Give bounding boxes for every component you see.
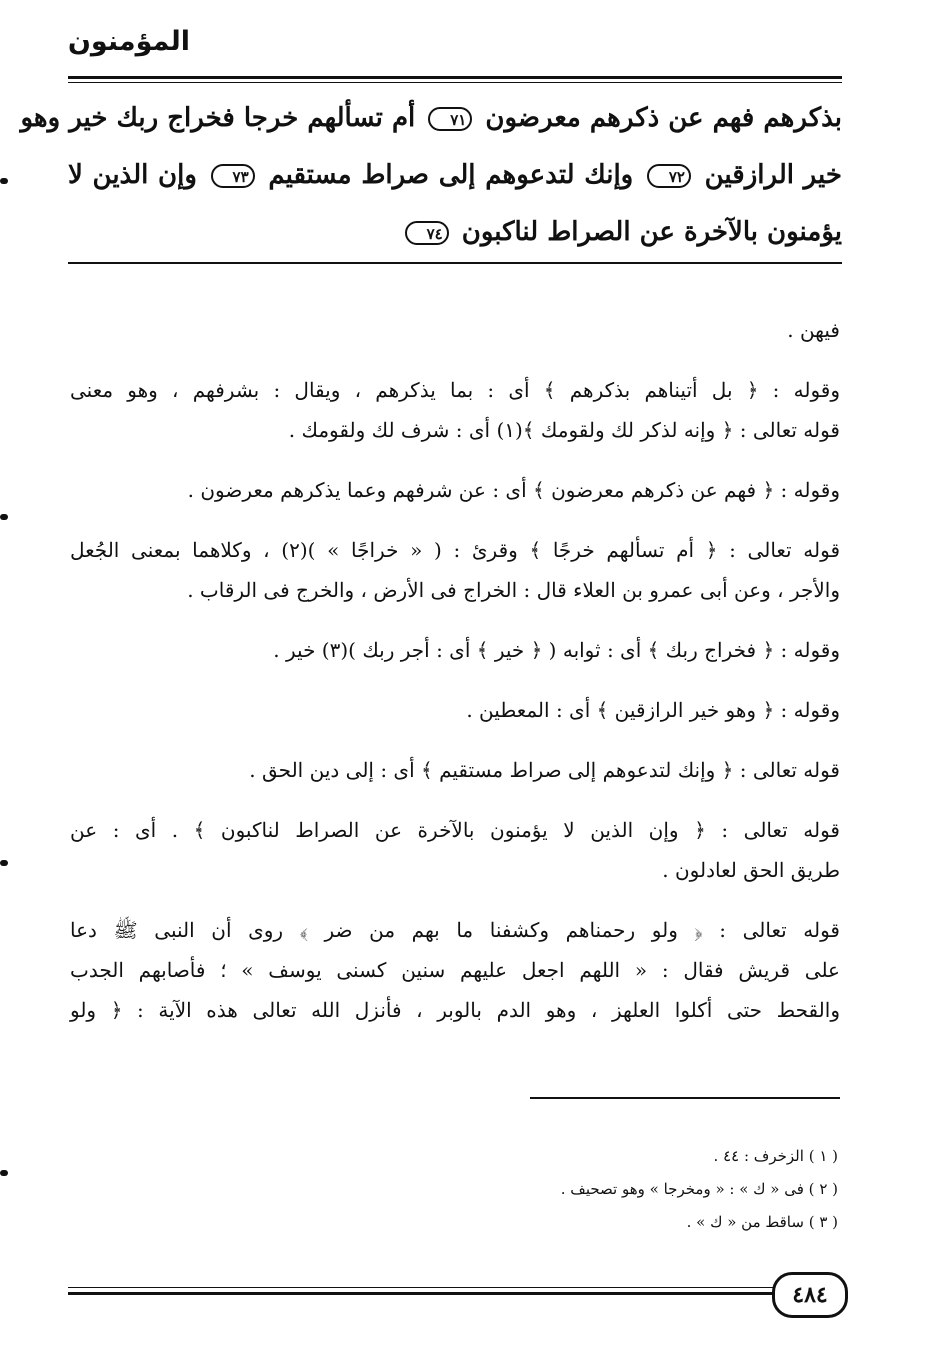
footnote: ( ٢ ) فى « ك » : « ومخرجا » وهو تصحيف .: [560, 1180, 838, 1198]
verse-text: وإن الذين لا: [68, 160, 197, 190]
body-line: والأجر ، وعن أبى عمرو بن العلاء قال : الخراج فى الأرض ، والخرج فى الرقاب .: [187, 578, 840, 602]
footnote: ( ٣ ) ساقط من « ك » .: [686, 1213, 838, 1231]
ayah-number-marker: ٧٢: [647, 164, 691, 188]
header-rule-thin: [68, 82, 842, 83]
verses-separator-rule: [68, 262, 842, 264]
body-line: قوله تعالى : ﴿ ولو رحمناهم وكشفنا ما بهم من ضر ﴾ روى أن النبى ﷺ دعا: [70, 918, 840, 942]
verse-text: يؤمنون بالآخرة عن الصراط لناكبون: [461, 217, 842, 247]
verse-text: وإنك لتدعوهم إلى صراط مستقيم: [268, 160, 634, 190]
page-number: ٤٨٤: [772, 1272, 848, 1318]
quran-line: [20, 90, 842, 147]
commentary-body: [70, 310, 840, 1030]
body-line: قوله تعالى : ﴿ وإن الذين لا يؤمنون بالآخرة عن الصراط لناكبون ﴾ . أى : عن: [70, 818, 840, 842]
quran-line: [68, 204, 842, 261]
body-line: وقوله : ﴿ فهم عن ذكرهم معرضون ﴾ أى : عن شرفهم وعما يذكرهم معرضون .: [187, 478, 840, 502]
body-line: والقحط حتى أكلوا العلهز ، وهو الدم بالوبر ، فأنزل الله تعالى هذه الآية : ﴿ ولو: [70, 998, 840, 1022]
footer-rule-thick: [68, 1292, 842, 1295]
ayah-number-marker: ٧٤: [405, 221, 449, 245]
body-line: طريق الحق لعادلون .: [662, 858, 840, 882]
footnotes: [400, 1140, 838, 1239]
footer-rule-thin: [68, 1287, 842, 1288]
header-rule-thick: [68, 76, 842, 79]
body-line: على قريش فقال : « اللهم اجعل عليهم سنين كسنى يوسف » ؛ فأصابهم الجدب: [70, 958, 840, 982]
scan-edge-mark: [0, 178, 8, 184]
body-line: فيهن .: [787, 318, 840, 342]
ayah-number-marker: ٧٣: [211, 164, 255, 188]
scan-edge-mark: [0, 1170, 8, 1176]
body-line: قوله تعالى : ﴿ وإنك لتدعوهم إلى صراط مستقيم ﴾ أى : إلى دين الحق .: [249, 758, 840, 782]
body-line: وقوله : ﴿ وهو خير الرازقين ﴾ أى : المعطين .: [466, 698, 840, 722]
footnote: ( ١ ) الزخرف : ٤٤ .: [713, 1147, 838, 1165]
quran-verses-block: [20, 90, 842, 261]
body-line: قوله تعالى : ﴿ وإنه لذكر لك ولقومك ﴾(١) أى : شرف لك ولقومك .: [288, 418, 840, 442]
body-line: وقوله : ﴿ بل أتيناهم بذكرهم ﴾ أى : بما يذكرهم ، ويقال : بشرفهم ، وهو معنى: [70, 378, 840, 402]
quran-line: [68, 147, 842, 204]
verse-text: خير الرازقين: [704, 160, 842, 190]
scan-edge-mark: [0, 514, 8, 520]
surah-title: المؤمنون: [67, 26, 190, 57]
verse-text: أم تسألهم خرجا فخراج ربك خير وهو: [20, 103, 416, 133]
verse-text: بذكرهم فهم عن ذكرهم معرضون: [485, 103, 842, 133]
scan-edge-mark: [0, 860, 8, 866]
ayah-number-marker: ٧١: [428, 107, 472, 131]
body-line: قوله تعالى : ﴿ أم تسألهم خرجًا ﴾ وقرئ : ( « خراجًا » )(٢) ، وكلاهما بمعنى الجُعل: [70, 538, 841, 562]
body-line: وقوله : ﴿ فخراج ربك ﴾ أى : ثوابه ( ﴿ خير ﴾ أى : أجر ربك )(٣) خير .: [273, 638, 840, 662]
footnote-separator: [530, 1097, 840, 1099]
